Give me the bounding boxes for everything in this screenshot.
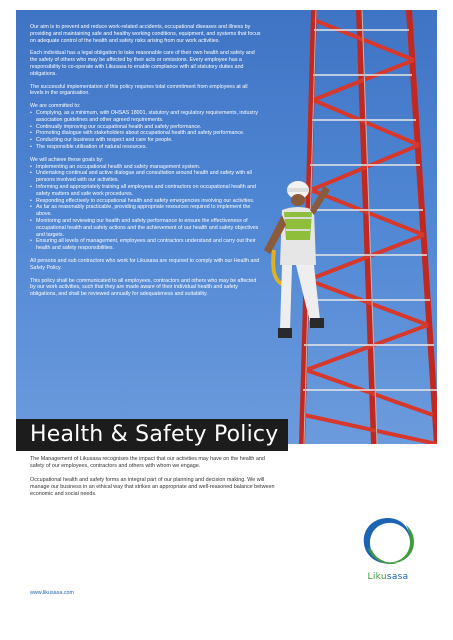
policy-paragraph: This policy shall be communicated to all employees, contractors and others who may be affected by our work activities, such that they are made aware of their individual health and safety obligations, and shall be reviewed annually for adequateness and suitability. <box>30 277 257 298</box>
list-item: • Continually improving our occupational health and safety performance. <box>30 124 262 131</box>
page-title: Health & Safety Policy <box>30 422 279 447</box>
intro-paragraph: The Management of Likusasa recognises the impact that our activities may have on the health and safety of our employees, contractors and others with whom we engage. <box>30 456 265 469</box>
list-item: • Informing and appropriately training all employees and contractors on occupational health and safety matters and safe work procedures. <box>30 184 262 198</box>
list-item: • The responsible utilisation of natural resources. <box>30 144 262 151</box>
intro-text <box>30 456 280 505</box>
logo-wordmark <box>352 572 424 582</box>
policy-body <box>30 24 262 304</box>
hero-panel <box>16 10 437 444</box>
list-item: • Undertaking continual and active dialogue and consultation around health and safety with all persons involved with our activities. <box>30 170 262 184</box>
list-item: • Complying, as a minimum, with OHSAS 18001, statutory and regulatory requirements, industry association guidelines and other agreed requirements. <box>30 110 262 124</box>
crescent-swirl-logo-icon <box>358 512 418 570</box>
goals-heading: We will achieve these goals by: <box>30 156 104 163</box>
title-banner <box>16 419 288 451</box>
list-item: • Conducting our business with respect and care for people. <box>30 137 262 144</box>
list-item: • Implementing an occupational health and safety management system. <box>30 164 262 171</box>
website-link[interactable]: www.likusasa.com <box>30 590 75 596</box>
goals-list <box>30 164 262 252</box>
intro-paragraph: Occupational health and safety forms an integral part of our planning and decision making. We will manage our business in an ethical way that strikes an appropriate and well-reasoned balance between economic and social needs. <box>30 477 275 497</box>
policy-paragraph: All persons and sub contractors who work for Likusasa are required to comply with our Health and Safety Policy. <box>30 257 260 271</box>
list-item: • Monitoring and reviewing our health and safety performance to ensure the effectiveness of occupational health and safety actions and the achievement of our health and safety objectives and targets. <box>30 218 262 238</box>
company-logo <box>352 512 422 588</box>
policy-paragraph: Our aim is to prevent and reduce work-related accidents, occupational diseases and illness by providing and maintaining safe and healthy working conditions, equipment, and systems that focus on adequate control of the health and safety risks arising from our work activities. <box>30 24 261 44</box>
logo-word-part: Liku <box>367 572 387 582</box>
list-item: • Promoting dialogue with stakeholders about occupational health and safety performance. <box>30 130 262 137</box>
policy-paragraph: Each individual has a legal obligation to take reasonable care of their own health and safety and the safety of others who may be affected by their acts or omissions. Every employee has a responsibility to co-operate with Likusasa to enable compliance with all statutory duties and obligations. <box>30 50 255 77</box>
committed-heading: We are committed to: <box>30 103 81 110</box>
list-item: • As far as reasonably practicable, providing appropriate resources required to implement the above. <box>30 204 262 218</box>
logo-word-part: sasa <box>386 572 409 582</box>
worker-figure <box>254 170 344 360</box>
list-item: • Responding effectively to occupational health and safety emergencies involving our activities. <box>30 198 262 205</box>
committed-list <box>30 110 262 151</box>
list-item: • Ensuring all levels of management, employees and contractors understand and carry out their health and safety responsibilities. <box>30 238 262 252</box>
policy-paragraph: The successful implementation of this policy requires total commitment from employees at all levels in the organisation. <box>30 83 248 97</box>
